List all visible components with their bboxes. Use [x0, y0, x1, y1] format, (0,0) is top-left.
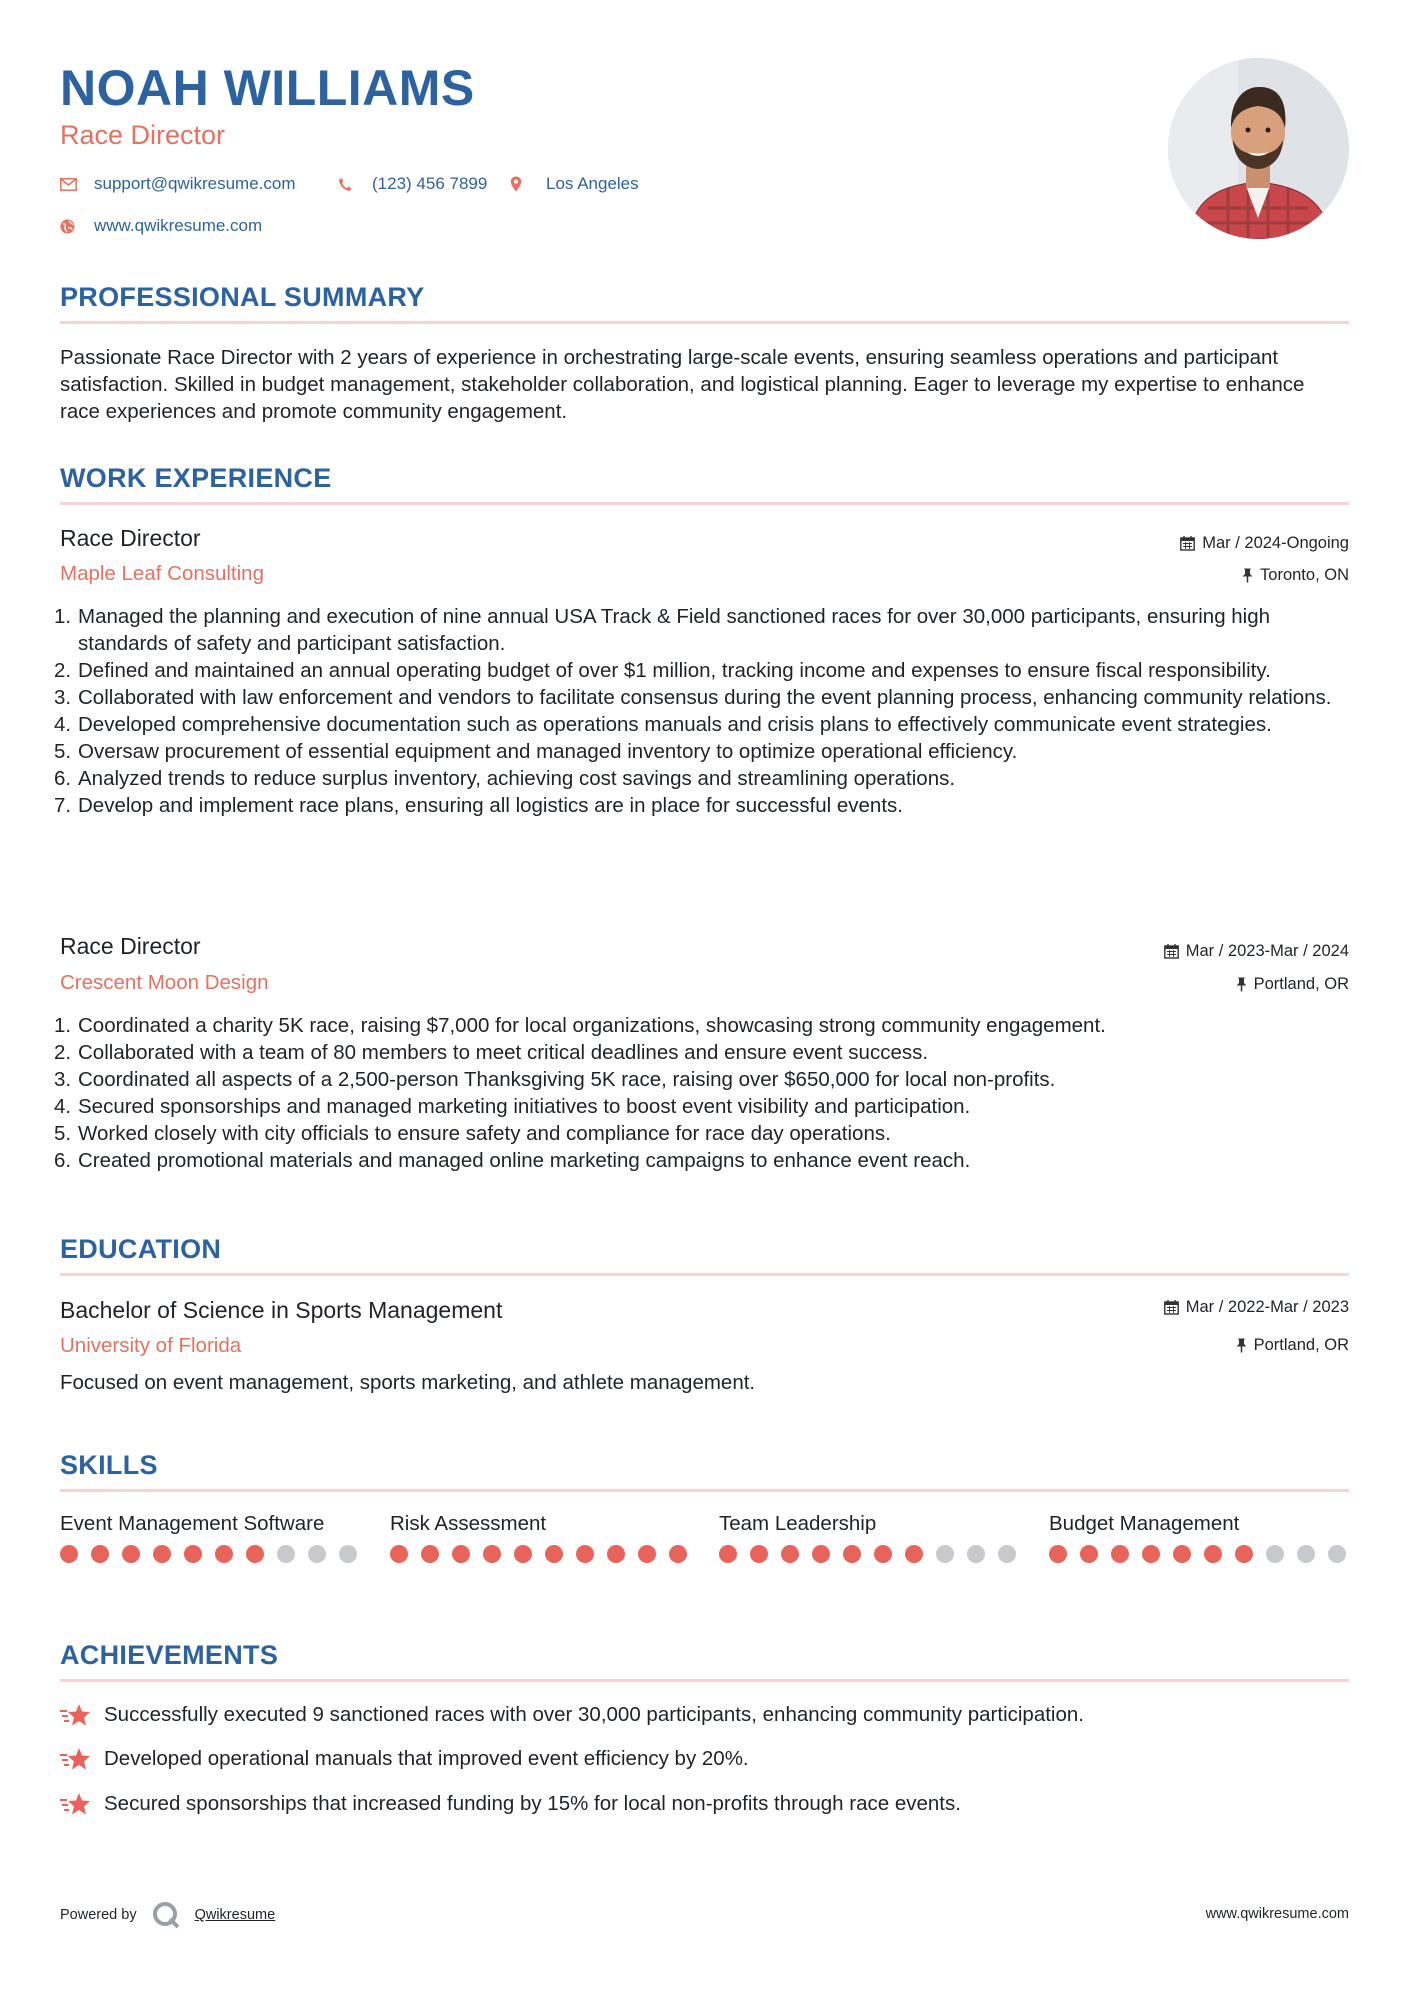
school-name: University of Florida — [60, 1334, 242, 1357]
list-item: 7. Develop and implement race plans, ensuring all logistics are in place for successful events. — [54, 794, 903, 817]
achievement-item — [60, 1745, 749, 1772]
candidate-title: Race Director — [60, 120, 226, 150]
job-title: Race Director — [60, 525, 201, 551]
location-contact — [510, 173, 639, 195]
pushpin-icon — [1236, 977, 1247, 992]
skill-item — [60, 1510, 360, 1563]
job-location-text: Portland, OR — [1253, 975, 1349, 993]
skill-dot-empty — [308, 1545, 326, 1563]
education-dates-text: Mar / 2022-Mar / 2023 — [1185, 1298, 1349, 1316]
summary-text: Passionate Race Director with 2 years of experience in orchestrating large-scale events, ensuring seamless operations and participant satisfaction. Skilled in budget management, stakeholder collaboration, and logistical planning. Eager to leverage my expertise to enhance race experiences and promote community engagement. — [60, 346, 1305, 423]
skill-dot-filled — [246, 1545, 264, 1563]
section-divider — [60, 321, 1349, 324]
job-responsibilities — [54, 603, 1349, 819]
job-dates — [1180, 532, 1349, 554]
skill-dot-empty — [967, 1545, 985, 1563]
phone-contact[interactable] — [338, 173, 487, 195]
skill-dot-empty — [1297, 1545, 1315, 1563]
skill-name: Team Leadership — [719, 1512, 877, 1535]
education-location — [1236, 1334, 1349, 1356]
skill-dot-filled — [1235, 1545, 1253, 1563]
list-item: 4. Secured sponsorships and managed marketing initiatives to boost event visibility and participation. — [54, 1095, 971, 1118]
email-text[interactable]: support@qwikresume.com — [94, 174, 296, 193]
phone-icon — [338, 177, 352, 192]
skill-rating — [1049, 1545, 1349, 1563]
profile-photo — [1168, 58, 1349, 239]
skill-name: Risk Assessment — [390, 1512, 547, 1535]
skill-dot-filled — [184, 1545, 202, 1563]
list-item: 2. Defined and maintained an annual operating budget of over $1 million, tracking income and expenses to ensure fiscal responsibility. — [54, 659, 1271, 682]
skill-item — [1049, 1510, 1349, 1563]
skill-dot-empty — [277, 1545, 295, 1563]
education-location-text: Portland, OR — [1253, 1336, 1349, 1354]
skill-dot-filled — [1173, 1545, 1191, 1563]
list-item: 3. Coordinated all aspects of a 2,500-person Thanksgiving 5K race, raising over $650,000 for local non-profits. — [54, 1068, 1056, 1091]
skill-dot-filled — [91, 1545, 109, 1563]
education-dates — [1164, 1296, 1349, 1318]
skill-dot-filled — [843, 1545, 861, 1563]
skill-dot-filled — [153, 1545, 171, 1563]
skill-dot-filled — [750, 1545, 768, 1563]
skill-dot-filled — [390, 1545, 408, 1563]
list-item: 6. Created promotional materials and managed online marketing campaigns to enhance event reach. — [54, 1149, 971, 1172]
section-divider — [60, 502, 1349, 505]
skill-dot-filled — [1049, 1545, 1067, 1563]
skill-dot-filled — [215, 1545, 233, 1563]
calendar-icon — [1164, 944, 1179, 959]
qwikresume-link[interactable]: Qwikresume — [194, 1907, 276, 1923]
skill-dot-filled — [607, 1545, 625, 1563]
list-item: 6. Analyzed trends to reduce surplus inventory, achieving cost savings and streamlining operations. — [54, 767, 956, 790]
skill-dot-filled — [122, 1545, 140, 1563]
email-contact[interactable] — [60, 173, 296, 195]
skill-dot-filled — [1142, 1545, 1160, 1563]
skill-dot-filled — [60, 1545, 78, 1563]
skill-dot-filled — [638, 1545, 656, 1563]
star-icon — [60, 1702, 92, 1728]
skill-dot-filled — [874, 1545, 892, 1563]
skill-dot-filled — [812, 1545, 830, 1563]
section-divider — [60, 1273, 1349, 1276]
list-item: 5. Oversaw procurement of essential equipment and managed inventory to optimize operational efficiency. — [54, 740, 1018, 763]
section-title-achievements: ACHIEVEMENTS — [60, 1640, 279, 1670]
section-title-education: EDUCATION — [60, 1234, 222, 1264]
globe-icon — [60, 219, 75, 234]
location-text: Los Angeles — [546, 174, 639, 193]
skill-dot-filled — [1080, 1545, 1098, 1563]
job-location — [1236, 973, 1349, 995]
footer-powered-by — [60, 1900, 275, 1930]
job-dates — [1164, 940, 1349, 962]
phone-text[interactable]: (123) 456 7899 — [372, 174, 488, 193]
degree-title: Bachelor of Science in Sports Management — [60, 1297, 503, 1323]
pushpin-icon — [1236, 1338, 1247, 1353]
skill-dot-empty — [936, 1545, 954, 1563]
section-divider — [60, 1679, 1349, 1682]
achievement-item — [60, 1701, 1084, 1728]
website-text[interactable]: www.qwikresume.com — [94, 216, 263, 235]
job-dates-text: Mar / 2024-Ongoing — [1202, 534, 1349, 552]
company-name: Crescent Moon Design — [60, 971, 269, 994]
achievement-text: Successfully executed 9 sanctioned races with over 30,000 participants, enhancing community participation. — [104, 1703, 1084, 1726]
website-contact[interactable] — [60, 215, 262, 237]
section-title-skills: SKILLS — [60, 1450, 158, 1480]
company-name: Maple Leaf Consulting — [60, 562, 264, 585]
skill-dot-filled — [545, 1545, 563, 1563]
skill-item — [390, 1510, 690, 1563]
skill-dot-filled — [576, 1545, 594, 1563]
achievement-text: Developed operational manuals that improved event efficiency by 20%. — [104, 1747, 749, 1770]
achievement-text: Secured sponsorships that increased funding by 15% for local non-profits through race events. — [104, 1792, 961, 1815]
skill-dot-filled — [905, 1545, 923, 1563]
powered-by-label: Powered by — [60, 1907, 137, 1923]
achievement-item — [60, 1790, 961, 1817]
skill-dot-filled — [719, 1545, 737, 1563]
skill-rating — [719, 1545, 1019, 1563]
skill-dot-filled — [452, 1545, 470, 1563]
job-location — [1242, 564, 1349, 586]
job-location-text: Toronto, ON — [1260, 566, 1349, 584]
skill-name: Budget Management — [1049, 1512, 1240, 1535]
section-title-experience: WORK EXPERIENCE — [60, 463, 332, 493]
list-item: 1. Managed the planning and execution of nine annual USA Track & Field sanctioned races for over 30,000 participants, ensuring high standards of safety and participant satisfaction. — [54, 605, 1271, 655]
footer-website[interactable]: www.qwikresume.com — [1205, 1906, 1349, 1922]
pushpin-icon — [1242, 568, 1253, 583]
job-title: Race Director — [60, 933, 201, 959]
skill-rating — [390, 1545, 690, 1563]
qwikresume-logo-icon — [151, 1900, 181, 1930]
skill-dot-filled — [1204, 1545, 1222, 1563]
skill-dot-empty — [1328, 1545, 1346, 1563]
star-icon — [60, 1791, 92, 1817]
star-icon — [60, 1746, 92, 1772]
list-item: 1. Coordinated a charity 5K race, raising $7,000 for local organizations, showcasing strong community engagement. — [54, 1014, 1106, 1037]
education-description: Focused on event management, sports marketing, and athlete management. — [60, 1371, 756, 1394]
skill-dot-filled — [514, 1545, 532, 1563]
section-title-summary: PROFESSIONAL SUMMARY — [60, 282, 425, 312]
skill-item — [719, 1510, 1019, 1563]
section-divider — [60, 1489, 1349, 1492]
skill-dot-empty — [1266, 1545, 1284, 1563]
job-responsibilities — [54, 1012, 1349, 1174]
skill-dot-filled — [1111, 1545, 1129, 1563]
skill-dot-filled — [781, 1545, 799, 1563]
candidate-name: NOAH WILLIAMS — [60, 60, 475, 116]
envelope-icon — [60, 178, 77, 191]
skill-dot-empty — [998, 1545, 1016, 1563]
skill-dot-filled — [669, 1545, 687, 1563]
list-item: 5. Worked closely with city officials to ensure safety and compliance for race day operations. — [54, 1122, 891, 1145]
calendar-icon — [1180, 536, 1195, 551]
calendar-icon — [1164, 1300, 1179, 1315]
skill-dot-empty — [339, 1545, 357, 1563]
skill-dot-filled — [421, 1545, 439, 1563]
job-dates-text: Mar / 2023-Mar / 2024 — [1185, 942, 1349, 960]
skill-name: Event Management Software — [60, 1512, 325, 1535]
list-item: 4. Developed comprehensive documentation such as operations manuals and crisis plans to effectively communicate event strategies. — [54, 713, 1272, 736]
skill-rating — [60, 1545, 360, 1563]
map-pin-icon — [510, 176, 522, 192]
skill-dot-filled — [483, 1545, 501, 1563]
list-item: 2. Collaborated with a team of 80 members to meet critical deadlines and ensure event success. — [54, 1041, 929, 1064]
list-item: 3. Collaborated with law enforcement and vendors to facilitate consensus during the event planning process, enhancing community relations. — [54, 686, 1332, 709]
